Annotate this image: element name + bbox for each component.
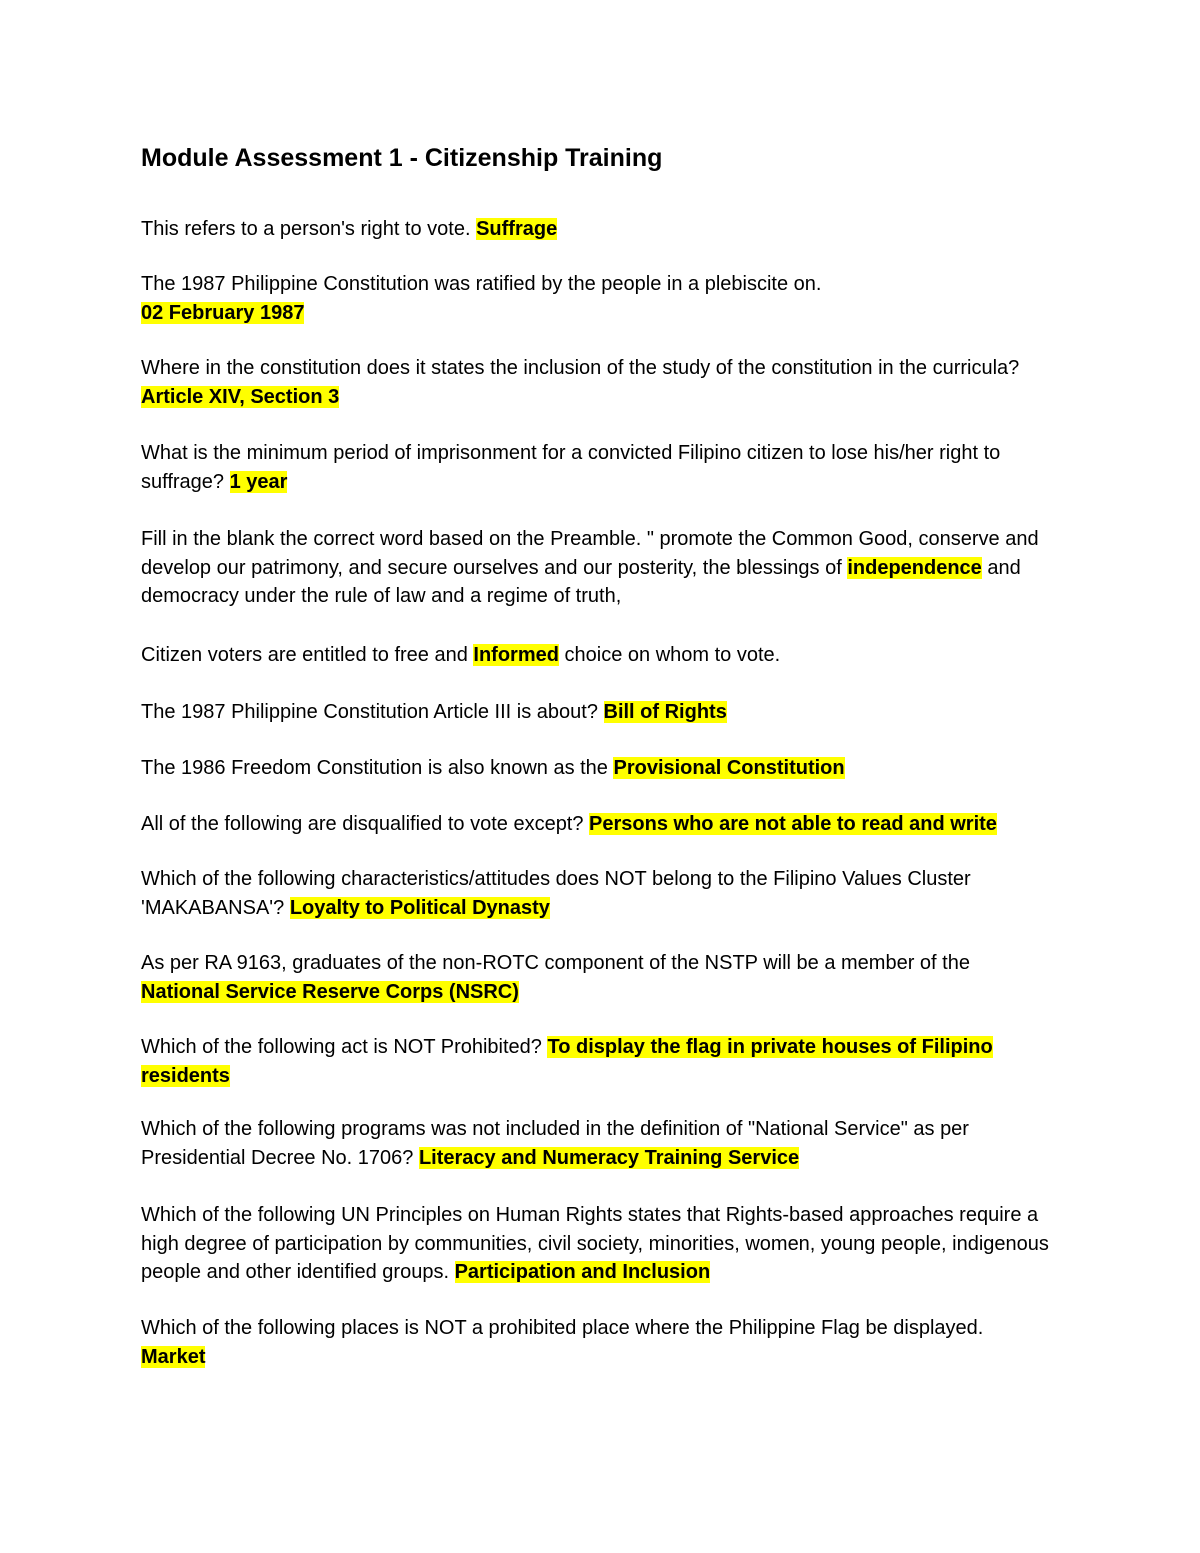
question-text: Citizen voters are entitled to free and <box>141 644 474 666</box>
answer-highlight: 1 year <box>229 470 288 493</box>
question-text: Which of the following act is NOT Prohibited? <box>141 1036 548 1058</box>
answer-highlight: To display the flag in private houses of Filipino residents <box>141 1036 993 1087</box>
answer-highlight: National Service Reserve Corps (NSRC) <box>141 980 519 1003</box>
answer-highlight: Suffrage <box>476 218 558 240</box>
question-item <box>141 1314 1061 1371</box>
answer-highlight: Market <box>141 1345 206 1368</box>
answer-highlight: Persons who are not able to read and write <box>589 813 997 835</box>
question-text: What is the minimum period of imprisonment for a convicted Filipino citizen to lose his/her right to suffrage? <box>141 442 1001 493</box>
question-text: Fill in the blank the correct word based on the Preamble. " promote the Common Good, conserve and develop our patrimony, and secure ourselves and our posterity, the blessings of <box>141 528 1039 579</box>
answer-highlight: Provisional Constitution <box>613 757 845 779</box>
answer-highlight: Article XIV, Section 3 <box>141 385 340 408</box>
question-text: All of the following are disqualified to vote except? <box>141 813 590 835</box>
question-text: Where in the constitution does it states the inclusion of the study of the constitution in the curricula? <box>141 357 1020 379</box>
question-item <box>141 1115 1061 1172</box>
question-item <box>141 641 1061 670</box>
answer-highlight: Bill of Rights <box>603 701 727 723</box>
question-text: Which of the following characteristics/attitudes does NOT belong to the Filipino Values Cluster 'MAKABANSA'? <box>141 868 971 919</box>
question-text: The 1986 Freedom Constitution is also known as the <box>141 757 614 779</box>
question-text: Which of the following places is NOT a prohibited place where the Philippine Flag be displayed. <box>141 1317 984 1339</box>
answer-highlight: independence <box>847 556 982 579</box>
question-item <box>141 270 1061 327</box>
question-item <box>141 1201 1061 1287</box>
question-text: Which of the following UN Principles on Human Rights states that Rights-based approaches require a high degree of participation by communities, civil society, minorities, women, young people, indigenous people and other identified groups. <box>141 1204 1049 1283</box>
question-text: The 1987 Philippine Constitution was ratified by the people in a plebiscite on. <box>141 273 822 295</box>
question-item <box>141 698 1061 727</box>
question-item <box>141 525 1061 611</box>
question-text: This refers to a person's right to vote. <box>141 218 477 240</box>
question-item <box>141 754 1061 783</box>
answer-highlight: Loyalty to Political Dynasty <box>289 896 550 919</box>
question-text: Which of the following programs was not included in the definition of "National Service" as per Presidential Decree No. 1706? <box>141 1118 969 1169</box>
question-item <box>141 810 1061 839</box>
question-item <box>141 1033 1061 1090</box>
question-item <box>141 949 1061 1006</box>
question-text: The 1987 Philippine Constitution Article III is about? <box>141 701 604 723</box>
answer-highlight: Literacy and Numeracy Training Service <box>418 1146 800 1169</box>
question-item <box>141 439 1061 496</box>
question-item <box>141 215 1061 244</box>
answer-highlight: Participation and Inclusion <box>454 1261 711 1283</box>
question-text: As per RA 9163, graduates of the non-ROTC component of the NSTP will be a member of the <box>141 952 970 974</box>
question-item <box>141 865 1061 922</box>
page-title: Module Assessment 1 - Citizenship Training <box>141 144 663 172</box>
answer-highlight: 02 February 1987 <box>141 301 305 324</box>
question-item <box>141 354 1061 411</box>
question-text-after: and democracy under the rule of law and a regime of truth, <box>141 556 1021 607</box>
question-text-after: choice on whom to vote. <box>558 644 781 666</box>
answer-highlight: Informed <box>473 644 559 666</box>
